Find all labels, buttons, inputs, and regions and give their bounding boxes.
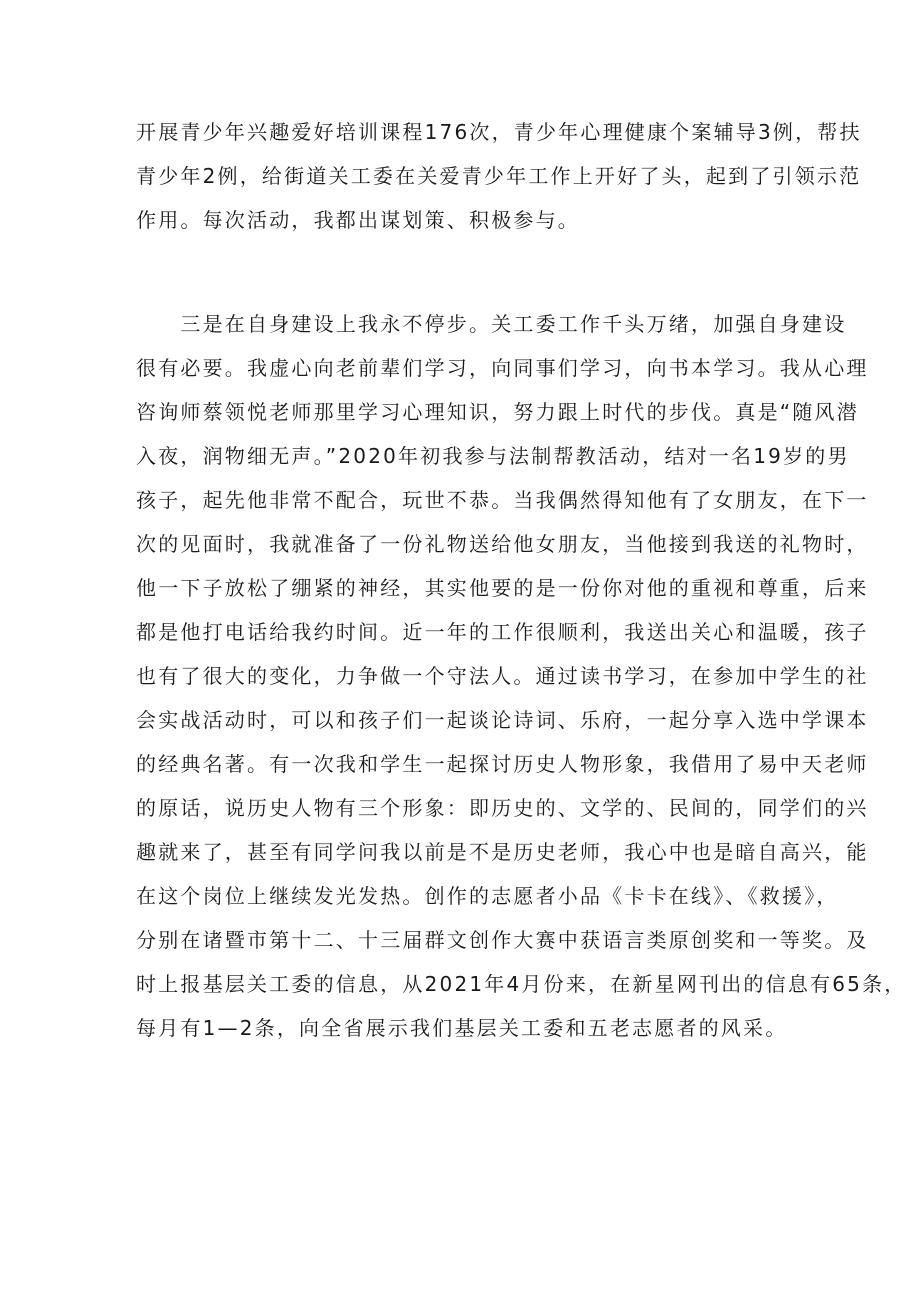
paragraph-line: 很有必要。我虚心向老前辈们学习，向同事们学习，向书本学习。我从心理: [136, 356, 869, 380]
paragraph-line: 会实战活动时，可以和孩子们一起谈论诗词、乐府，一起分享入选中学课本: [136, 708, 869, 732]
paragraph-line: 都是他打电话给我约时间。近一年的工作很顺利，我送出关心和温暖，孩子: [136, 620, 869, 644]
paragraph-line: 青少年2例，给街道关工委在关爱青少年工作上开好了头，起到了引领示范: [136, 164, 862, 188]
paragraph-line: 趣就来了，甚至有同学问我以前是不是历史老师，我心中也是暗自高兴，能: [136, 840, 869, 864]
paragraph-line: 分别在诸暨市第十二、十三届群文创作大赛中获语言类原创奖和一等奖。及: [136, 928, 869, 952]
paragraph-line: 的原话，说历史人物有三个形象：即历史的、文学的、民间的，同学们的兴: [136, 796, 869, 820]
paragraph-line: 也有了很大的变化，力争做一个守法人。通过读书学习，在参加中学生的社: [136, 664, 869, 688]
paragraph-line: 的经典名著。有一次我和学生一起探讨历史人物形象，我借用了易中天老师: [136, 752, 869, 776]
paragraph-line: 入夜，润物细无声。”2020年初我参与法制帮教活动，结对一名19岁的男: [136, 444, 850, 468]
paragraph-line: 每月有1—2条，向全省展示我们基层关工委和五老志愿者的风采。: [136, 1016, 788, 1040]
paragraph-line: 孩子，起先他非常不配合，玩世不恭。当我偶然得知他有了女朋友，在下一: [136, 488, 869, 512]
paragraph-line: 次的见面时，我就准备了一份礼物送给他女朋友，当他接到我送的礼物时，: [136, 532, 869, 556]
paragraph-line: 时上报基层关工委的信息，从2021年4月份来，在新星网刊出的信息有65条，: [136, 972, 907, 996]
paragraph-line: 开展青少年兴趣爱好培训课程176次，青少年心理健康个案辅导3例，帮扶: [136, 120, 862, 144]
paragraph-line: 在这个岗位上继续发光发热。创作的志愿者小品《卡卡在线》、《救援》，: [136, 884, 839, 908]
paragraph-line: 作用。每次活动，我都出谋划策、积极参与。: [136, 208, 580, 232]
paragraph-line: 三是在自身建设上我永不停步。关工委工作千头万绪，加强自身建设: [136, 312, 847, 336]
paragraph-line: 咨询师蔡领悦老师那里学习心理知识，努力跟上时代的步伐。真是“随风潜: [136, 400, 859, 424]
paragraph-line: 他一下子放松了绷紧的神经，其实他要的是一份你对他的重视和尊重，后来: [136, 576, 869, 600]
paragraph-2: [136, 302, 907, 1050]
paragraph-1: [136, 110, 862, 242]
